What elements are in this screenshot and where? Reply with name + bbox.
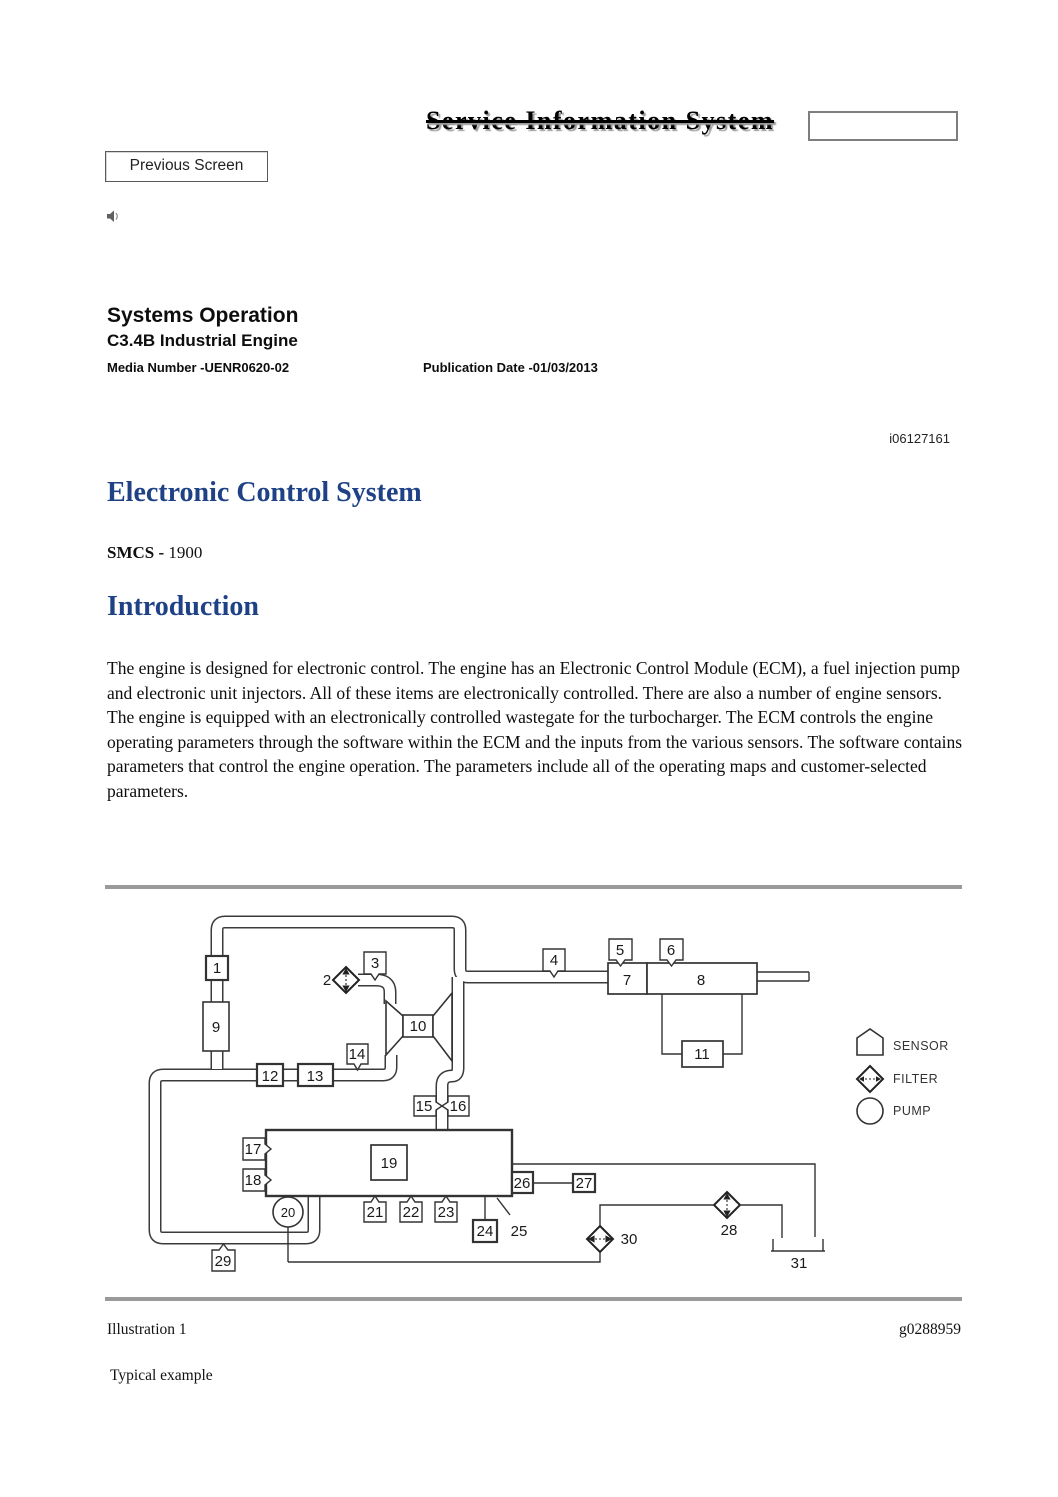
callout-13: 13 [306, 1068, 324, 1085]
callout-3: 3 [370, 955, 380, 972]
callout-31: 31 [790, 1255, 808, 1272]
figure-id: g0288959 [899, 1321, 961, 1338]
illustration-caption: Illustration 1 [107, 1321, 187, 1338]
callout-30: 30 [620, 1231, 638, 1248]
section-title: Systems Operation [107, 304, 299, 327]
header-text-input[interactable] [808, 111, 958, 141]
callout-5: 5 [615, 942, 625, 959]
callout-10: 10 [409, 1018, 427, 1035]
tick-25 [497, 1198, 510, 1215]
callout-4: 4 [549, 952, 559, 969]
callout-7: 7 [622, 972, 632, 989]
diagram-legend [857, 1029, 949, 1124]
callout-19: 19 [380, 1155, 398, 1172]
callout-6: 6 [666, 942, 676, 959]
legend-filter-label: FILTER [893, 1072, 939, 1086]
previous-screen-button[interactable]: Previous Screen [105, 151, 268, 182]
legend-sensor-icon [857, 1029, 883, 1055]
doc-id: i06127161 [889, 431, 950, 446]
muffler-drop-left [662, 994, 682, 1054]
tank-symbol [771, 1239, 825, 1251]
callout-11: 11 [694, 1046, 710, 1063]
smcs-label: SMCS - [107, 543, 165, 562]
muffler-drop-right [723, 994, 742, 1054]
legend-pump-label: PUMP [893, 1104, 932, 1118]
pipe-intake-top [217, 922, 608, 1069]
callout-26: 26 [513, 1175, 531, 1192]
callout-14: 14 [348, 1046, 366, 1063]
callout-16: 16 [449, 1098, 467, 1115]
turbine-wheel [433, 993, 452, 1061]
tailpipe-line [757, 972, 809, 981]
callout-9: 9 [211, 1019, 221, 1036]
app-title: Service Information System [425, 106, 775, 135]
callout-24: 24 [476, 1223, 494, 1240]
speaker-icon [106, 210, 120, 228]
callout-22: 22 [402, 1204, 420, 1221]
callout-8: 8 [696, 972, 706, 989]
callout-18: 18 [244, 1172, 262, 1189]
callout-23: 23 [437, 1204, 455, 1221]
publication-date: Publication Date -01/03/2013 [423, 360, 598, 375]
callout-12: 12 [261, 1068, 279, 1085]
callout-20: 20 [280, 1205, 296, 1220]
callout-17: 17 [244, 1141, 262, 1158]
callout-29: 29 [214, 1253, 232, 1270]
smcs-line [107, 543, 202, 563]
compressor-wheel [386, 1001, 403, 1055]
smcs-value: 1900 [168, 543, 203, 562]
callout-25: 25 [510, 1223, 528, 1240]
intro-paragraph: The engine is designed for electronic control. The engine has an Electronic Control Module (ECM), a fuel injection pump and electronic unit injectors. All of these items are electronically controlled. There are also a number of engine sensors. The engine is equipped with an electronically controlled wastegate for the turbocharger. The ECM controls the engine operating parameters through the software within the ECM and the inputs from the various sensors. The software contains parameters that control the engine operation. The parameters include all of the operating maps and customer-selected parameters. [107, 658, 963, 801]
fuel-return-line [512, 1164, 815, 1237]
fuel-supply-line [288, 1205, 782, 1262]
illustration-note: Typical example [110, 1367, 213, 1384]
callout-27: 27 [575, 1175, 593, 1192]
divider-bottom [105, 1297, 962, 1301]
callout-28: 28 [720, 1222, 738, 1239]
legend-pump-icon [857, 1098, 883, 1124]
intro-heading: Introduction [107, 591, 259, 622]
callout-15: 15 [415, 1098, 433, 1115]
callout-21: 21 [366, 1204, 384, 1221]
callout-2: 2 [322, 972, 332, 989]
engine-subtitle: C3.4B Industrial Engine [107, 331, 298, 350]
legend-sensor-label: SENSOR [893, 1039, 949, 1053]
meta-row [107, 360, 962, 375]
callout-1: 1 [212, 960, 222, 977]
page-title: Electronic Control System [107, 477, 422, 508]
schematic-illustration [100, 878, 980, 1298]
media-number: Media Number -UENR0620-02 [107, 360, 290, 375]
filter-arrows [343, 969, 729, 1242]
